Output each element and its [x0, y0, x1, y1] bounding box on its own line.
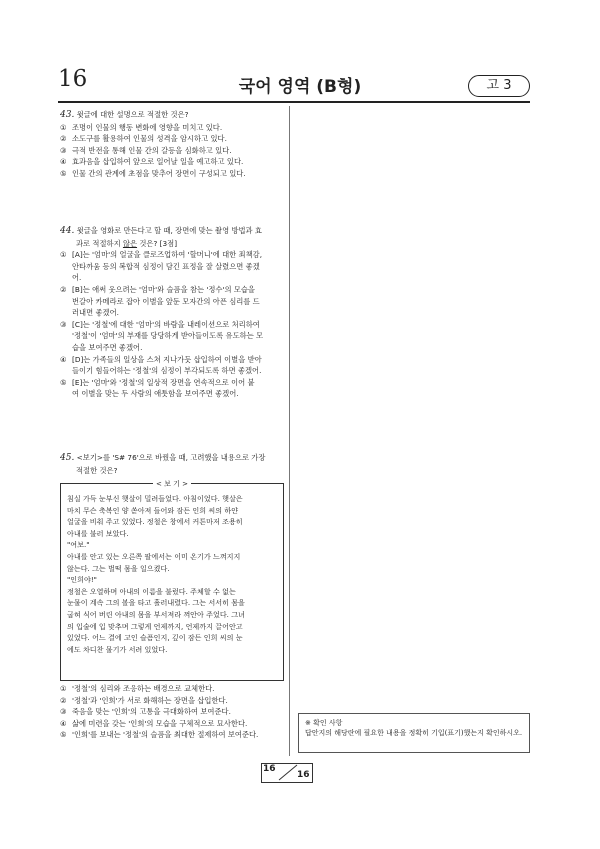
- question-stem: 윗글에 대한 설명으로 적절한 것은?: [76, 110, 189, 119]
- notice-box: [298, 713, 530, 753]
- bogi-label: < 보 기 >: [61, 479, 283, 489]
- option[interactable]: ⑤ '인희'를 보내는 '정철'의 슬픔을 최대한 절제하여 보여준다.: [60, 730, 259, 740]
- footer-current-page: 16: [263, 764, 276, 774]
- question-44: 44. 윗글을 영화로 만든다고 할 때, 장면에 맞는 촬영 방법과 효 과로 적절하지 않은 것은? [3점] ① [A]는 '엄마'의 얼굴을 클로즈업하여 '할머니'에 대한 죄책감, 안타까움 등의 복합적 심정이 담긴 표정을 잘 살렸으면 좋겠 어. ② [B]는 애써 웃으려는 '엄마'와 슬픔을 참는 '정수'의 모습을 번갈아 카메라로 잡아 이별을 앞둔 모자간의 아픈 심리를 드 러내면 좋겠어. ③ [C]는 '정철'에 대한 '엄마'의 바람을 내레이션으로 처리하여 '정철'이 '엄마'의 부재를 당당하게 받아들이도록 유도하는 모 습을 보여주면 좋겠어. ④ [D]는 가족들의 일상을 스쳐 지나가듯 삽입하여 이별을 받아 들이기 힘들어하는 '정철'의 심정이 부각되도록 하면 좋겠어. ⑤ [E]는 '엄마'와 '정철'의 일상적 장면을 연속적으로 이어 붙 여 이별을 맞는 두 사람의 애틋함을 보여주면 좋겠어.: [60, 225, 284, 400]
- question-45-options: [60, 683, 284, 741]
- bogi-box: [60, 480, 284, 681]
- option[interactable]: ④ 삶에 미련을 갖는 '인희'의 모습을 구체적으로 묘사한다.: [60, 718, 248, 728]
- page-title: 국어 영역 (B형): [238, 77, 362, 97]
- notice-body: 답안지의 해당란에 필요한 내용을 정확히 기입(표기)했는지 확인하시오.: [305, 729, 523, 737]
- question-number: 45.: [60, 453, 75, 463]
- grade-badge: 고 3: [468, 75, 530, 97]
- underlined-negation: 않은: [122, 238, 138, 248]
- option[interactable]: ⑤ [E]는 '엄마'와 '정철'의 일상적 장면을 연속적으로 이어 붙 여 이별을 맞는 두 사람의 애틋함을 보여주면 좋겠어.: [60, 377, 255, 399]
- question-number: 44.: [60, 226, 75, 236]
- header-rule: [58, 101, 530, 103]
- question-45: 45. <보기>를 'S# 76'으로 바꿨을 때, 고려했을 내용으로 가장 적절한 것은?: [60, 453, 266, 475]
- column-divider: [289, 106, 290, 756]
- option[interactable]: ③ 극적 반전을 통해 인물 간의 갈등을 심화하고 있다.: [60, 145, 232, 155]
- option[interactable]: ② [B]는 애써 웃으려는 '엄마'와 슬픔을 참는 '정수'의 모습을 번갈아 카메라로 잡아 이별을 앞둔 모자간의 아픈 심리를 드 러내면 좋겠어.: [60, 284, 260, 318]
- option[interactable]: ③ [C]는 '정철'에 대한 '엄마'의 바람을 내레이션으로 처리하여 '정철'이 '엄마'의 부재를 당당하게 받아들이도록 유도하는 모 습을 보여주면 좋겠어.: [60, 319, 264, 352]
- option[interactable]: ⑤ 인물 간의 관계에 초점을 맞추어 장면이 구성되고 있다.: [60, 168, 246, 178]
- question-43: [60, 109, 284, 180]
- option[interactable]: ① [A]는 '엄마'의 얼굴을 클로즈업하여 '할머니'에 대한 죄책감, 안타까움 등의 복합적 심정이 담긴 표정을 잘 살렸으면 좋겠 어.: [60, 250, 263, 283]
- option[interactable]: ② 소도구를 활용하여 인물의 성격을 암시하고 있다.: [60, 134, 227, 144]
- option[interactable]: ③ 죽음을 맞는 '인희'의 고통을 극대화하여 보여준다.: [60, 707, 231, 717]
- option[interactable]: ① 조명이 인물의 행동 변화에 영향을 미치고 있다.: [60, 122, 223, 132]
- page-number: 16: [58, 66, 88, 92]
- option[interactable]: ④ 효과음을 삽입하여 앞으로 일어날 일을 예고하고 있다.: [60, 157, 244, 167]
- option[interactable]: ① '정철'의 심리와 조응하는 배경으로 교체한다.: [60, 684, 215, 693]
- notice-title: ※ 확인 사항: [305, 719, 343, 727]
- question-stem: <보기>를 'S# 76'으로 바꿨을 때, 고려했을 내용으로 가장: [76, 453, 266, 462]
- option[interactable]: ② '정철'과 '인희'가 서로 화해하는 장면을 삽입한다.: [60, 695, 228, 705]
- bogi-passage: 침실 가득 눈부신 햇살이 밀려들었다. 아침이었다. 햇살은 마치 무슨 축복인 양 쏟아져 들어와 잠든 인희 씨의 하얀 얼굴을 비춰 주고 있었다. 정철은 창에서 커튼마저 조용히 아내를 불러 보았다. "여보." 아내를 안고 있는 오른쪽 팔에서는 이미 온기가 느껴지지 않는다. 그는 벌떡 몸을 일으켰다. "인희야!" 정철은 오열하며 아내의 이름을 불렀다. 주체할 수 없는 눈물이 계속 그의 볼을 타고 흘러내렸다. 그는 서서히 몸을 굽혀 식어 버린 아내의 몸을 부서져라 껴안아 주었다. 그녀 의 입술에 입 맞추며 그렇게 언제까지, 언제까지 끌어안고 있었다. 어느 결에 고인 슬픔인지, 깊이 잠든 인희 씨의 눈 에도 차디찬 물기가 서려 있었다.: [67, 494, 245, 654]
- option[interactable]: ④ [D]는 가족들의 일상을 스쳐 지나가듯 삽입하여 이별을 받아 들이기 힘들어하는 '정철'의 심정이 부각되도록 하면 좋겠어.: [60, 354, 262, 376]
- question-stem: 윗글을 영화로 만든다고 할 때, 장면에 맞는 촬영 방법과 효: [76, 226, 262, 235]
- question-number: 43.: [60, 110, 75, 120]
- footer-total-pages: 16: [297, 770, 310, 780]
